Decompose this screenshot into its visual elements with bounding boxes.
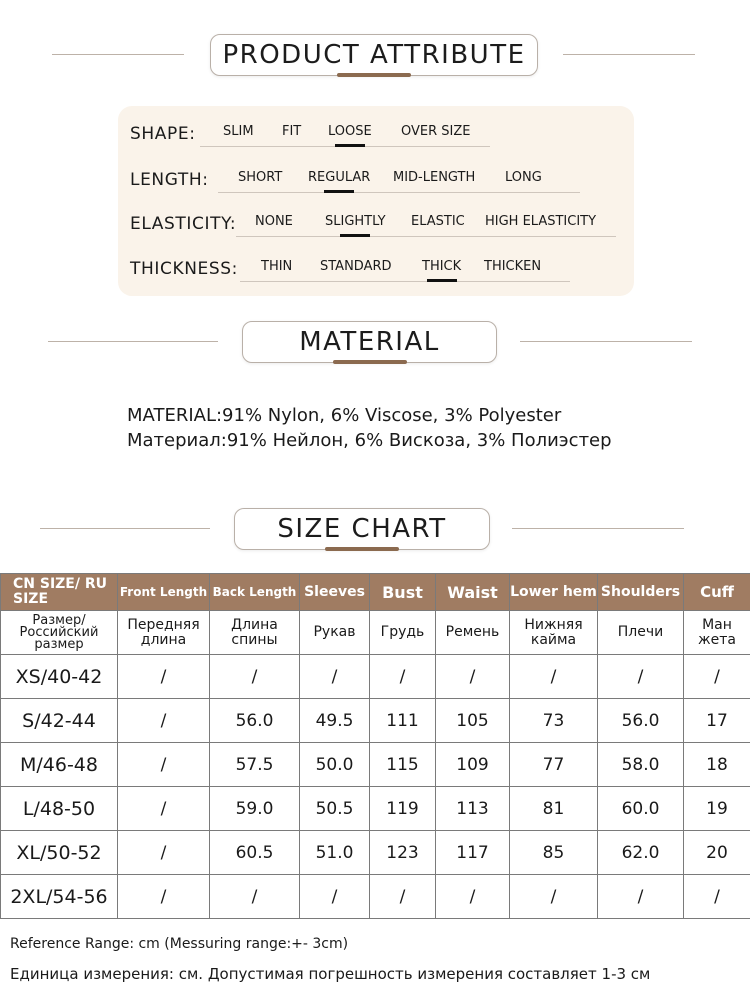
- measurement-cell: /: [684, 655, 750, 699]
- material-title-text: MATERIAL: [299, 327, 440, 357]
- measurement-cell: /: [118, 699, 210, 743]
- measurement-cell: /: [118, 831, 210, 875]
- measurement-cell: 50.0: [300, 743, 370, 787]
- measurement-cell: 50.5: [300, 787, 370, 831]
- measurement-cell: /: [118, 743, 210, 787]
- table-row: [1, 699, 750, 743]
- table-header-cell: Плечи: [598, 611, 684, 655]
- attribute-label: THICKNESS:: [130, 259, 238, 279]
- size-chart-title: [234, 508, 490, 550]
- measurement-cell: 18: [684, 743, 750, 787]
- attribute-option: MID-LENGTH: [393, 170, 476, 185]
- measurement-cell: 59.0: [210, 787, 300, 831]
- table-row: [1, 875, 750, 919]
- measurement-cell: 60.5: [210, 831, 300, 875]
- table-row: [1, 743, 750, 787]
- measurement-cell: 113: [436, 787, 510, 831]
- measurement-cell: 109: [436, 743, 510, 787]
- table-header-cell: Sleeves: [300, 574, 370, 611]
- size-cell: M/46-48: [1, 743, 118, 787]
- table-header-row-en: [1, 574, 750, 611]
- measurement-cell: 60.0: [598, 787, 684, 831]
- measurement-cell: /: [210, 875, 300, 919]
- attribute-line: [236, 236, 616, 237]
- material-text-en: MATERIAL:91% Nylon, 6% Viscose, 3% Polyester: [127, 405, 562, 426]
- table-header-cell: Грудь: [370, 611, 436, 655]
- measurement-cell: 19: [684, 787, 750, 831]
- size-cell: S/42-44: [1, 699, 118, 743]
- size-cell: XS/40-42: [1, 655, 118, 699]
- size-cell: L/48-50: [1, 787, 118, 831]
- measurement-cell: 56.0: [598, 699, 684, 743]
- measurement-cell: /: [300, 655, 370, 699]
- measurement-cell: /: [510, 875, 598, 919]
- measurement-cell: 123: [370, 831, 436, 875]
- title-underline: [337, 73, 411, 77]
- measurement-cell: 73: [510, 699, 598, 743]
- product-attribute-title: [210, 34, 538, 76]
- measurement-cell: /: [118, 655, 210, 699]
- divider-left: [52, 54, 184, 55]
- attribute-option: LONG: [505, 170, 542, 185]
- divider-left: [40, 528, 210, 529]
- attribute-option-selected: SLIGHTLY: [325, 214, 386, 229]
- measurement-cell: 85: [510, 831, 598, 875]
- measurement-cell: /: [300, 875, 370, 919]
- attribute-option: STANDARD: [320, 259, 392, 274]
- table-header-cell: Cuff: [684, 574, 750, 611]
- table-header-cell: Lower hem: [510, 574, 598, 611]
- table-header-cell: CN SIZE/ RU SIZE: [1, 574, 118, 611]
- attribute-row-thickness: [118, 255, 634, 283]
- measurement-cell: /: [210, 655, 300, 699]
- measurement-cell: 51.0: [300, 831, 370, 875]
- attribute-option: NONE: [255, 214, 293, 229]
- divider-right: [512, 528, 684, 529]
- measurement-cell: /: [598, 875, 684, 919]
- attribute-option: FIT: [282, 124, 302, 139]
- measurement-cell: /: [598, 655, 684, 699]
- divider-right: [520, 341, 692, 342]
- table-header-cell: Ремень: [436, 611, 510, 655]
- measurement-cell: 20: [684, 831, 750, 875]
- table-header-cell: Waist: [436, 574, 510, 611]
- measurement-cell: 57.5: [210, 743, 300, 787]
- measurement-cell: 77: [510, 743, 598, 787]
- size-cell: 2XL/54-56: [1, 875, 118, 919]
- divider-left: [48, 341, 218, 342]
- attribute-panel: [118, 106, 634, 296]
- size-chart-table: [0, 573, 750, 919]
- attribute-line: [240, 281, 570, 282]
- measurement-cell: /: [436, 655, 510, 699]
- table-header-cell: Front Length: [118, 574, 210, 611]
- measurement-cell: 105: [436, 699, 510, 743]
- measurement-note-ru: Единица измерения: см. Допустимая погрешность измерения составляет 1-3 см: [10, 965, 651, 983]
- table-header-cell: Bust: [370, 574, 436, 611]
- table-row: [1, 787, 750, 831]
- table-header-cell: Передняя длина: [118, 611, 210, 655]
- measurement-cell: 81: [510, 787, 598, 831]
- attribute-label: ELASTICITY:: [130, 214, 237, 234]
- material-title: [242, 321, 497, 363]
- attribute-option-selected: LOOSE: [328, 124, 372, 139]
- material-text-ru: Материал:91% Нейлон, 6% Вискоза, 3% Полиэстер: [127, 430, 612, 451]
- title-underline: [333, 360, 407, 364]
- table-header-cell: Shoulders: [598, 574, 684, 611]
- measurement-cell: /: [118, 875, 210, 919]
- measurement-cell: /: [436, 875, 510, 919]
- measurement-cell: 49.5: [300, 699, 370, 743]
- attribute-row-shape: [118, 120, 634, 148]
- attribute-option: THIN: [261, 259, 293, 274]
- attribute-row-elasticity: [118, 210, 634, 238]
- measurement-cell: 62.0: [598, 831, 684, 875]
- measurement-cell: /: [118, 787, 210, 831]
- measurement-cell: 117: [436, 831, 510, 875]
- measurement-cell: 119: [370, 787, 436, 831]
- attribute-option: ELASTIC: [411, 214, 465, 229]
- attribute-option: SHORT: [238, 170, 283, 185]
- measurement-cell: 111: [370, 699, 436, 743]
- measurement-cell: 56.0: [210, 699, 300, 743]
- attribute-option: THICKEN: [484, 259, 542, 274]
- table-header-cell: Нижняя кайма: [510, 611, 598, 655]
- table-row: [1, 655, 750, 699]
- attribute-option-selected: THICK: [422, 259, 462, 274]
- attribute-label: SHAPE:: [130, 124, 196, 144]
- table-header-cell: Размер/ Российский размер: [1, 611, 118, 655]
- measurement-cell: /: [510, 655, 598, 699]
- table-header-cell: Back Length: [210, 574, 300, 611]
- measurement-cell: 58.0: [598, 743, 684, 787]
- attribute-label: LENGTH:: [130, 170, 209, 190]
- measurement-cell: /: [370, 875, 436, 919]
- measurement-cell: 17: [684, 699, 750, 743]
- reference-range-note: Reference Range: cm (Messuring range:+- 3cm): [10, 936, 349, 952]
- attribute-row-length: [118, 166, 634, 194]
- table-header-row-ru: [1, 611, 750, 655]
- attribute-option: OVER SIZE: [401, 124, 471, 139]
- table-header-cell: Длина спины: [210, 611, 300, 655]
- divider-right: [563, 54, 695, 55]
- product-attribute-title-text: PRODUCT ATTRIBUTE: [222, 40, 526, 70]
- attribute-line: [218, 192, 580, 193]
- table-row: [1, 831, 750, 875]
- measurement-cell: 115: [370, 743, 436, 787]
- attribute-option-selected: REGULAR: [308, 170, 371, 185]
- title-underline: [325, 547, 399, 551]
- attribute-option: SLIM: [223, 124, 254, 139]
- measurement-cell: /: [684, 875, 750, 919]
- table-header-cell: Рукав: [300, 611, 370, 655]
- measurement-cell: /: [370, 655, 436, 699]
- size-chart-title-text: SIZE CHART: [277, 514, 447, 544]
- size-cell: XL/50-52: [1, 831, 118, 875]
- attribute-option: HIGH ELASTICITY: [485, 214, 597, 229]
- table-header-cell: Ман жета: [684, 611, 750, 655]
